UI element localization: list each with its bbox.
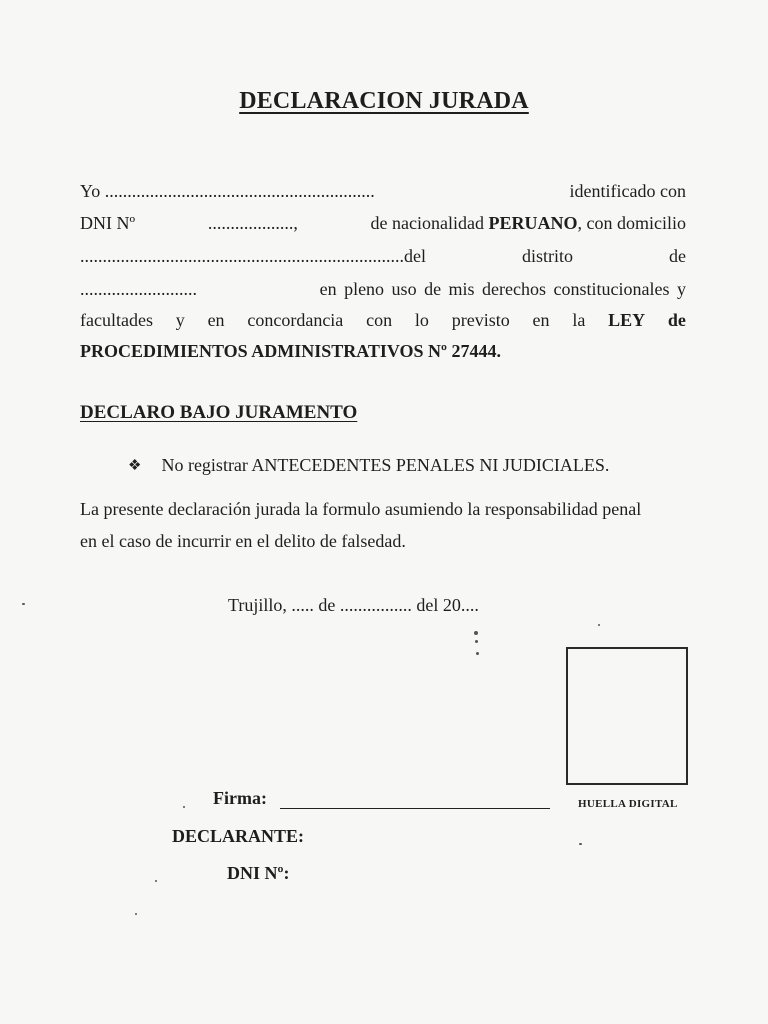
- de-text: de: [668, 246, 686, 266]
- paragraph-line-2: en el caso de incurrir en el delito de falsedad.: [80, 531, 406, 551]
- fingerprint-label: HUELLA DIGITAL: [578, 798, 678, 810]
- firma-label: Firma:: [213, 788, 267, 808]
- scan-speck: [183, 806, 185, 808]
- name-blank: ............................................................: [104, 181, 375, 201]
- bullet-text: No registrar ANTECEDENTES PENALES NI JUDICIALES.: [161, 455, 610, 475]
- word: con: [366, 310, 393, 330]
- date-line: Trujillo, ..... de ................ del 20....: [228, 595, 479, 615]
- declarante-label: DECLARANTE:: [172, 826, 305, 846]
- declaro-heading: DECLARO BAJO JURAMENTO: [80, 402, 358, 423]
- domicilio-blank: ........................................................................del: [80, 246, 426, 266]
- diamond-bullet-icon: ❖: [128, 458, 142, 474]
- document-title: DECLARACION JURADA: [239, 88, 529, 114]
- word: y: [175, 310, 185, 330]
- dni-label: DNI Nº:: [227, 863, 290, 883]
- nacionalidad-value: PERUANO: [488, 213, 578, 233]
- body-line-5: [80, 309, 686, 331]
- yo-text: Yo ............................................................: [80, 181, 375, 201]
- scan-speck: [22, 603, 25, 605]
- fingerprint-box: [566, 647, 688, 785]
- word: la: [572, 310, 586, 330]
- body-line-3: [80, 245, 686, 267]
- derechos-text: en pleno uso de mis derechos constitucionales y: [319, 279, 686, 299]
- distrito-text: distrito: [521, 246, 573, 266]
- dni-blank: ...................,: [207, 213, 298, 233]
- word: previsto: [451, 310, 510, 330]
- scan-speck: [155, 880, 157, 882]
- scan-speck: [135, 913, 137, 915]
- scan-speck: [598, 624, 600, 626]
- word: facultades: [80, 310, 153, 330]
- de-bold-text: de: [667, 310, 686, 330]
- word: en: [532, 310, 550, 330]
- identificado-text: identificado con: [569, 181, 686, 201]
- body-line-2: [80, 212, 686, 234]
- word: concordancia: [247, 310, 344, 330]
- ley-text: LEY: [608, 310, 646, 330]
- paragraph-line-1: La presente declaración jurada la formulo asumiendo la responsabilidad penal: [80, 499, 642, 519]
- scan-speck: [475, 640, 478, 643]
- scan-speck: [579, 843, 582, 845]
- scan-speck: [476, 652, 479, 655]
- distrito-blank: ..........................: [80, 279, 197, 299]
- signature-line: [280, 808, 550, 809]
- scan-speck: [474, 631, 478, 635]
- nacionalidad-text: de nacionalidad PERUANO, con domicilio: [370, 213, 686, 233]
- word: en: [207, 310, 225, 330]
- bullet-item: [128, 455, 609, 476]
- body-line-4: [80, 278, 686, 300]
- body-line-6: PROCEDIMIENTOS ADMINISTRATIVOS Nº 27444.: [80, 341, 501, 361]
- word: lo: [414, 310, 429, 330]
- body-line-1: [80, 180, 686, 202]
- dni-prefix: DNI Nº: [80, 213, 136, 233]
